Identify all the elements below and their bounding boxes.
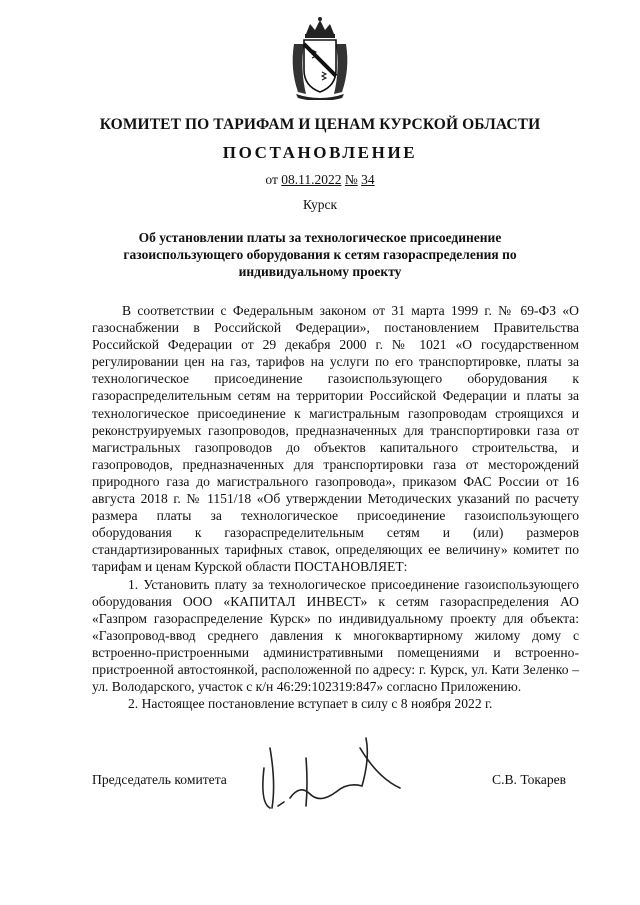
date-number-line [0,172,640,188]
document-date: 08.11.2022 [281,172,342,187]
organization-name: КОМИТЕТ ПО ТАРИФАМ И ЦЕНАМ КУРСКОЙ ОБЛАСТИ [99,116,541,133]
document-body [92,302,579,712]
date-prefix: от [265,172,278,187]
handwritten-signature-icon [250,728,420,818]
signer-name: С.В. Токарев [492,772,567,787]
document-type: ПОСТАНОВЛЕНИЕ [222,143,418,162]
document-title: Об установлении платы за технологическое присоединение газоиспользующего оборудования к сетям газораспределения по индивидуальному проекту [123,230,517,279]
resolution-item-2: 2. Настоящее постановление вступает в силу с 8 ноября 2022 г. [128,696,493,712]
preamble-paragraph: В соответствии с Федеральным законом от 31 марта 1999 г. № 69-ФЗ «О газоснабжении в Российской Федерации», постановлением Правительства Российской Федерации от 29 декабря 2000 г. № 1021 «О государственном регулировании цен на газ, тарифов на услуги по его транспортировке, платы за технологическое присоединение газоиспользующего оборудования к газораспределительным сетям на территории Российской Федерации и платы за технологическое присоединение к магистральным газопроводам строящихся и реконструируемых газопроводов, предназначенных для транспортировки газа от магистральных газопроводов до объектов капитального строительства, и газопроводов, предназначенных для транспортировки газа от месторождений природного газа до магистрального газопровода», приказом ФАС России от 16 августа 2018 г. № 1151/18 «Об утверждении Методических указаний по расчету размера платы за технологическое присоединение газоиспользующего оборудования к газораспределительным сетям и (или) размеров стандартизированных тарифных ставок, определяющих ее величину» комитет по тарифам и ценам Курской области ПОСТАНОВЛЯЕТ: [92,303,579,575]
signer-position: Председатель комитета [92,772,227,787]
document-number: 34 [361,172,375,187]
number-prefix: № [344,172,358,187]
city: Курск [302,197,338,212]
resolution-item-1: 1. Установить плату за технологическое присоединение газоиспользующего оборудования ООО «КАПИТАЛ ИНВЕСТ» к сетям газораспределения АО «Газпром газораспределение Курск» по индивидуальному проекту для объекта: «Газопровод-ввод среднего давления к многоквартирному жилому дому с встроенно-пристроенными административными помещениями и встроенно-пристроенной автостоянкой, расположенной по адресу: г. Курск, ул. Кати Зеленко – ул. Володарского, участок с к/н 46:29:102319:847» согласно Приложению. [92,576,579,695]
kursk-coat-of-arms-icon [288,14,352,100]
